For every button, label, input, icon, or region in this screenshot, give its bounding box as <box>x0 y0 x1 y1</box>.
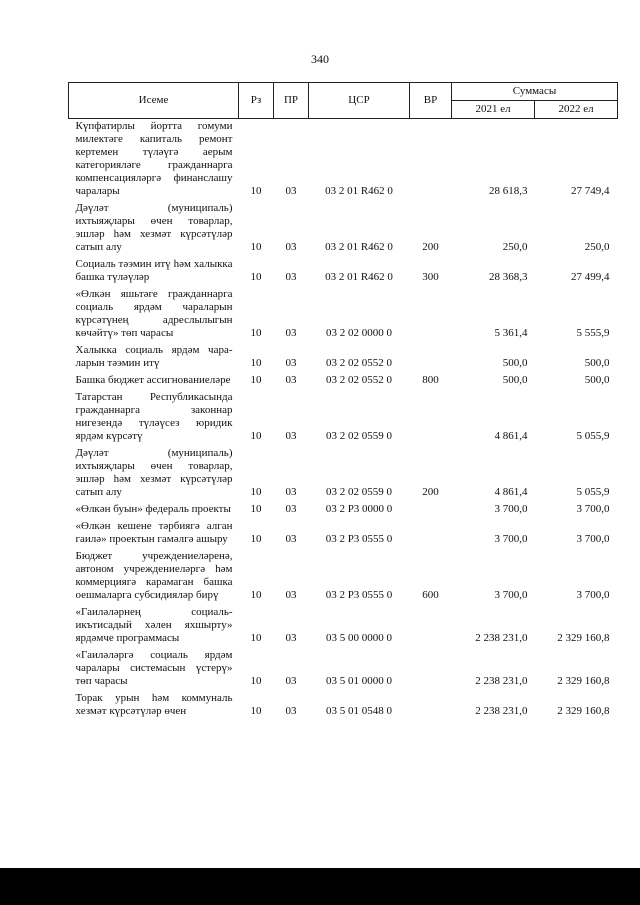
header-csr: ЦСР <box>309 83 410 119</box>
row-sum-2022: 27 499,4 <box>571 271 610 283</box>
table-row <box>69 691 618 721</box>
row-name: Татарстан Республикасында гражданнарга законнар нигезендә түләүсез юридик ярдәм күрсәтү <box>75 391 233 442</box>
row-rz: 10 <box>250 705 262 717</box>
row-sum-2022: 27 749,4 <box>571 185 610 197</box>
row-rz: 10 <box>250 241 262 253</box>
row-name: Дәүләт (муниципаль) ихтыяҗлары өчен товарлар, эшләр һәм хезмәт күрсәтүләр сатып алу <box>75 202 233 253</box>
row-sum-2021: 2 238 231,0 <box>475 675 528 687</box>
row-name: «Өлкән буын» федераль проекты <box>75 503 231 515</box>
table-row <box>69 201 618 257</box>
row-sum-2021: 4 861,4 <box>494 486 528 498</box>
row-pr: 03 <box>285 486 297 498</box>
row-sum-2022: 5 555,9 <box>576 327 610 339</box>
header-year-2021: 2021 ел <box>452 101 535 119</box>
row-sum-2021: 5 361,4 <box>494 327 528 339</box>
table-row <box>69 648 618 691</box>
table-row <box>69 390 618 446</box>
row-rz: 10 <box>250 486 262 498</box>
row-pr: 03 <box>285 327 297 339</box>
row-name: Халыкка социаль ярдәм чараларын тәэмин итү <box>75 344 233 369</box>
row-sum-2022: 3 700,0 <box>576 503 610 515</box>
table-row <box>69 502 618 519</box>
row-sum-2021: 250,0 <box>502 241 528 253</box>
row-name: Дәүләт (муниципаль) ихтыяҗлары өчен товарлар, эшләр һәм хезмәт күрсәтүләр сатып алу <box>75 447 233 498</box>
row-sum-2021: 3 700,0 <box>494 533 528 545</box>
row-pr: 03 <box>285 271 297 283</box>
row-vr: 800 <box>422 374 439 386</box>
row-pr: 03 <box>285 589 297 601</box>
row-sum-2021: 3 700,0 <box>494 589 528 601</box>
row-csr: 03 2 02 0552 0 <box>326 374 392 386</box>
row-sum-2021: 500,0 <box>502 374 528 386</box>
table-row <box>69 519 618 549</box>
row-pr: 03 <box>285 357 297 369</box>
row-sum-2022: 250,0 <box>584 241 610 253</box>
table-row <box>69 373 618 390</box>
row-csr: 03 5 00 0000 0 <box>326 632 392 644</box>
row-vr <box>410 119 452 202</box>
row-csr: 03 2 01 R462 0 <box>325 185 393 197</box>
row-sum-2022: 3 700,0 <box>576 533 610 545</box>
row-sum-2021: 500,0 <box>502 357 528 369</box>
row-pr: 03 <box>285 533 297 545</box>
row-sum-2022: 500,0 <box>584 357 610 369</box>
row-rz: 10 <box>250 503 262 515</box>
row-rz: 10 <box>250 533 262 545</box>
row-name: Социаль тәэмин итү һәм халыкка башка түләүләр <box>75 258 233 283</box>
row-csr: 03 5 01 0000 0 <box>326 675 392 687</box>
table-row <box>69 287 618 343</box>
row-csr: 03 2 02 0000 0 <box>326 327 392 339</box>
table-row <box>69 343 618 373</box>
row-csr: 03 2 P3 0555 0 <box>325 589 393 601</box>
header-sums: Суммасы <box>452 83 618 101</box>
row-sum-2022: 2 329 160,8 <box>557 705 610 717</box>
table-row <box>69 446 618 502</box>
row-csr: 03 2 02 0559 0 <box>326 486 392 498</box>
row-pr: 03 <box>285 632 297 644</box>
page-number: 340 <box>311 52 329 66</box>
row-rz: 10 <box>250 357 262 369</box>
row-csr: 03 5 01 0548 0 <box>326 705 392 717</box>
row-name: Торак урын һәм коммуналь хезмәт күрсәтүләр өчен <box>75 692 233 717</box>
row-vr <box>410 605 452 648</box>
row-rz: 10 <box>250 271 262 283</box>
row-sum-2022: 5 055,9 <box>576 430 610 442</box>
row-pr: 03 <box>285 503 297 515</box>
row-csr: 03 2 02 0559 0 <box>326 430 392 442</box>
row-vr <box>410 519 452 549</box>
row-csr: 03 2 01 R462 0 <box>325 241 393 253</box>
row-vr <box>410 390 452 446</box>
row-sum-2022: 2 329 160,8 <box>557 675 610 687</box>
row-vr <box>410 343 452 373</box>
row-csr: 03 2 01 R462 0 <box>325 271 393 283</box>
row-csr: 03 2 02 0552 0 <box>326 357 392 369</box>
row-name: Күпфатирлы йортта гомуми милектәге капиталь ремонт кертемен түләүгә аерым категорияләге гражданнарга компенсацияләргә финанслашу чаралары <box>75 120 233 197</box>
row-name: «Өлкән яшьтәге гражданнарга социаль ярдәм чараларын күрсәтүнең адреслылыгын көчәйтү» төп чарасы <box>75 288 233 339</box>
row-vr <box>410 648 452 691</box>
row-name: Бюджет учреждениеләренә, автоном учреждениеләргә һәм коммерциягә карамаган башка оешмаларга субсидияләр бирү <box>75 550 233 601</box>
row-sum-2022: 3 700,0 <box>576 589 610 601</box>
row-pr: 03 <box>285 241 297 253</box>
header-name: Исеме <box>69 83 239 119</box>
row-name: Башка бюджет ассигнованиеләре <box>75 374 231 386</box>
row-pr: 03 <box>285 430 297 442</box>
table-row <box>69 257 618 287</box>
row-rz: 10 <box>250 327 262 339</box>
row-vr <box>410 691 452 721</box>
table-row <box>69 549 618 605</box>
row-vr: 200 <box>422 486 439 498</box>
row-rz: 10 <box>250 374 262 386</box>
row-vr <box>410 502 452 519</box>
row-rz: 10 <box>250 185 262 197</box>
row-vr <box>410 287 452 343</box>
row-vr: 600 <box>422 589 439 601</box>
header-vr: ВР <box>410 83 452 119</box>
row-sum-2021: 28 368,3 <box>489 271 528 283</box>
row-rz: 10 <box>250 675 262 687</box>
header-pr: ПР <box>274 83 309 119</box>
row-pr: 03 <box>285 705 297 717</box>
row-rz: 10 <box>250 430 262 442</box>
row-rz: 10 <box>250 589 262 601</box>
header-year-2022: 2022 ел <box>535 101 618 119</box>
row-name: «Өлкән кешене тәрбиягә алган гаилә» проектын гамәлгә ашыру <box>75 520 233 545</box>
row-vr: 300 <box>422 271 439 283</box>
header-rz: Рз <box>239 83 274 119</box>
row-sum-2022: 2 329 160,8 <box>557 632 610 644</box>
row-csr: 03 2 P3 0000 0 <box>325 503 393 515</box>
row-pr: 03 <box>285 675 297 687</box>
table-row <box>69 119 618 202</box>
budget-table <box>68 82 618 721</box>
row-sum-2021: 4 861,4 <box>494 430 528 442</box>
table-header <box>69 83 618 119</box>
row-csr: 03 2 P3 0555 0 <box>325 533 393 545</box>
row-sum-2022: 5 055,9 <box>576 486 610 498</box>
row-sum-2021: 28 618,3 <box>489 185 528 197</box>
scan-edge-bar <box>0 868 640 905</box>
row-pr: 03 <box>285 185 297 197</box>
row-sum-2022: 500,0 <box>584 374 610 386</box>
table-row <box>69 605 618 648</box>
row-pr: 03 <box>285 374 297 386</box>
row-name: «Гаиләләргә социаль ярдәм чаралары системасын үстерү» төп чарасы <box>75 649 233 687</box>
row-name: «Гаиләләрнең социаль-икътисадый хәлен яхшырту» ярдәмче программасы <box>75 606 233 644</box>
row-sum-2021: 2 238 231,0 <box>475 705 528 717</box>
row-sum-2021: 2 238 231,0 <box>475 632 528 644</box>
row-sum-2021: 3 700,0 <box>494 503 528 515</box>
row-vr: 200 <box>422 241 439 253</box>
table-body <box>69 119 618 722</box>
row-rz: 10 <box>250 632 262 644</box>
